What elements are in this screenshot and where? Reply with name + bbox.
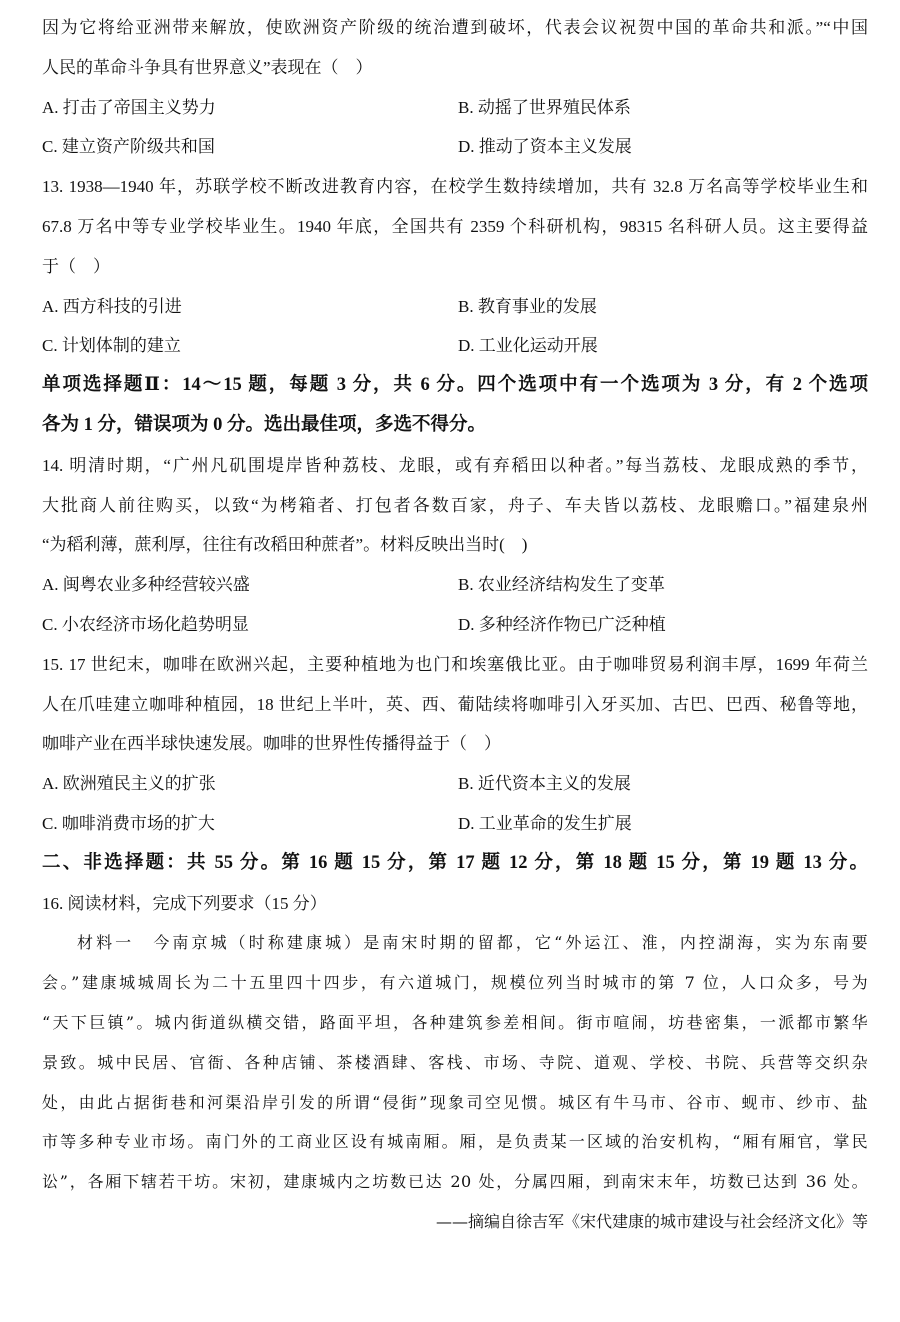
options-row [42, 287, 868, 327]
question-14 [42, 446, 868, 645]
option-c: C. 咖啡消费市场的扩大 [42, 813, 215, 833]
options-row [42, 88, 868, 128]
option-a: A. 闽粤农业多种经营较兴盛 [42, 575, 250, 595]
option-b: B. 动摇了世界殖民体系 [458, 97, 631, 117]
material-1-line: “天下巨镇”。城内街道纵横交错，路面平坦，各种建筑参差相间。街市喧闹，坊巷密集，一派都市繁华 [42, 1012, 868, 1032]
question-15 [42, 645, 868, 844]
option-d: D. 工业化运动开展 [458, 336, 598, 356]
option-a: A. 欧洲殖民主义的扩张 [42, 774, 216, 794]
question-14-stem-line: 14. 明清时期，“广州凡矶围堤岸皆种荔枝、龙眼，或有弃稻田以种者。”每当荔枝、龙眼成熟的季节， [42, 455, 868, 475]
section-heading-single-choice-ii [42, 366, 868, 446]
option-a: A. 西方科技的引进 [42, 296, 182, 316]
option-c: C. 计划体制的建立 [42, 336, 181, 356]
question-13-stem-line: 于（ ） [42, 256, 110, 276]
material-1-line: 市等多种专业市场。南门外的工商业区设有城南厢。厢，是负责某一区域的治安机构，“厢有厢官，掌民 [42, 1132, 868, 1152]
question-12-stem-line: 因为它将给亚洲带来解放，使欧洲资产阶级的统治遭到破坏，代表会议祝贺中国的革命共和派。”“中国 [42, 18, 868, 37]
option-d: D. 工业革命的发生扩展 [458, 813, 632, 833]
question-12 [42, 8, 868, 167]
option-d: D. 多种经济作物已广泛种植 [458, 614, 666, 634]
section-heading-line: 各为 1 分，错误项为 0 分。选出最佳项，多选不得分。 [42, 414, 487, 435]
question-14-stem-line: 大批商人前往购买，以致“为栲箱者、打包者各数百家，舟子、车夫皆以荔枝、龙眼赡口。”福建泉州 [42, 495, 868, 515]
option-a: A. 打击了帝国主义势力 [42, 97, 216, 117]
question-12-stem-line: 人民的革命斗争具有世界意义”表现在（ ） [42, 57, 373, 77]
question-15-stem-line: 人在爪哇建立咖啡种植园，18 世纪上半叶，英、西、葡陆续将咖啡引入牙买加、古巴、巴西、秘鲁等地， [42, 694, 868, 714]
option-d: D. 推动了资本主义发展 [458, 137, 632, 157]
question-13-stem-line: 67.8 万名中等专业学校毕业生。1940 年底，全国共有 2359 个科研机构，98315 名科研人员。这主要得益 [42, 216, 868, 236]
option-b: B. 教育事业的发展 [458, 296, 597, 316]
material-1-line: 会。”建康城城周长为二十五里四十四步，有六道城门，规模位列当时城市的第 7 位，人口众多，号为 [42, 973, 868, 993]
material-1-line: 讼”，各厢下辖若干坊。宋初，建康城内之坊数已达 20 处，分属四厢，到南宋末年，坊数已达到 36 处。 [42, 1172, 868, 1192]
options-row [42, 804, 868, 844]
section-heading-line: 单项选择题Ⅱ：14～15 题，每题 3 分，共 6 分。四个选项中有一个选项为 3 分，有 2 个选项 [42, 375, 868, 396]
options-row [42, 127, 868, 167]
options-row [42, 605, 868, 645]
question-16 [42, 884, 868, 1242]
question-15-stem-line: 15. 17 世纪末，咖啡在欧洲兴起，主要种植地为也门和埃塞俄比亚。由于咖啡贸易利润丰厚，1699 年荷兰 [42, 654, 868, 674]
section-heading-non-choice: 二、非选择题：共 55 分。第 16 题 15 分，第 17 题 12 分，第 18 题 15 分，第 19 题 13 分。 [42, 852, 868, 873]
question-13-stem-line: 13. 1938—1940 年，苏联学校不断改进教育内容，在校学生数持续增加，共有 32.8 万名高等学校毕业生和 [42, 177, 868, 197]
question-16-prompt: 16. 阅读材料，完成下列要求（15 分） [42, 893, 327, 913]
material-1 [42, 923, 868, 1241]
question-13 [42, 167, 868, 366]
question-14-stem-line: “为稻利薄，蔗利厚，往往有改稻田种蔗者”。材料反映出当时( ) [42, 535, 528, 555]
material-1-line: 材料一 今南京城（时称建康城）是南宋时期的留都，它“外运江、淮，内控湖海，实为东南要 [77, 933, 868, 953]
option-b: B. 近代资本主义的发展 [458, 774, 631, 794]
options-row [42, 326, 868, 366]
material-1-source: ——摘编自徐吉军《宋代建康的城市建设与社会经济文化》等 [435, 1211, 868, 1231]
option-c: C. 建立资产阶级共和国 [42, 137, 215, 157]
option-b: B. 农业经济结构发生了变革 [458, 575, 665, 595]
material-1-line: 景致。城中民居、官衙、各种店铺、茶楼酒肆、客栈、市场、寺院、道观、学校、书院、兵营等交织杂 [42, 1052, 868, 1072]
option-c: C. 小农经济市场化趋势明显 [42, 614, 249, 634]
material-1-line: 处，由此占据街巷和河渠沿岸引发的所谓“侵街”现象司空见惯。城区有牛马市、谷市、蚬市、纱市、盐 [42, 1092, 868, 1112]
question-15-stem-line: 咖啡产业在西半球快速发展。咖啡的世界性传播得益于（ ） [42, 734, 501, 754]
options-row [42, 565, 868, 605]
options-row [42, 764, 868, 804]
